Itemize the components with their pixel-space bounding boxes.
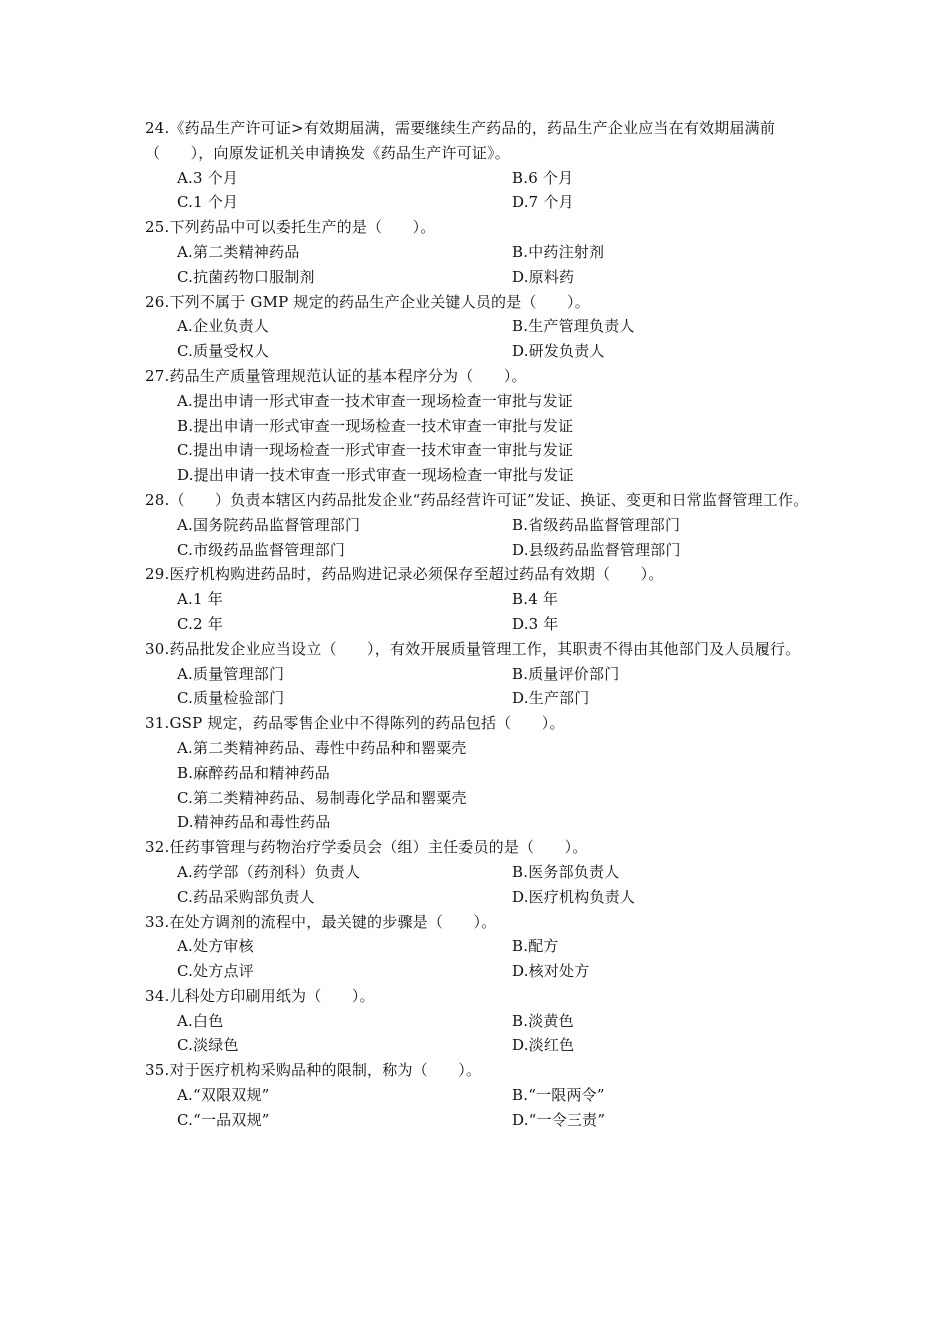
question-text: 30.药品批发企业应当设立（ ），有效开展质量管理工作，其职责不得由其他部门及人员履行。 (145, 639, 801, 658)
option-item: C.第二类精神药品、易制毒化学品和罂粟壳 (177, 788, 467, 807)
options-group (145, 166, 815, 216)
option-item: D.核对处方 (512, 962, 590, 981)
option-item: C.处方点评 (177, 962, 254, 981)
options-group (145, 1009, 815, 1059)
question-block (145, 835, 815, 909)
option-item: A.第二类精神药品 (177, 242, 300, 261)
question-block (145, 984, 815, 1058)
option-item: A.白色 (177, 1011, 224, 1030)
question-block (145, 562, 815, 636)
options-group (145, 314, 815, 364)
option-item: C.质量受权人 (177, 342, 270, 361)
option-item: D.7 个月 (512, 193, 574, 212)
option-item: B.质量评价部门 (512, 664, 620, 683)
question-text: 25.下列药品中可以委托生产的是（ ）。 (145, 218, 436, 237)
options-group (145, 1083, 815, 1133)
option-item: A.提出申请一形式审查一技术审查一现场检查一审批与发证 (177, 391, 574, 410)
option-item: B.中药注射剂 (512, 242, 605, 261)
question-text: 27.药品生产质量管理规范认证的基本程序分为（ ）。 (145, 366, 527, 385)
option-item: D.提出申请一技术审查一形式审查一现场检查一审批与发证 (177, 466, 574, 485)
option-item: D.生产部门 (512, 689, 590, 708)
option-item: C.淡绿色 (177, 1036, 239, 1055)
option-item: A.药学部（药剂科）负责人 (177, 862, 361, 881)
option-item: A.3 个月 (177, 168, 239, 187)
question-block (145, 910, 815, 984)
question-block (145, 1058, 815, 1132)
option-item: B.4 年 (512, 590, 559, 609)
option-item: A.质量管理部门 (177, 664, 285, 683)
question-text: 34.儿科处方印刷用纸为（ ）。 (145, 986, 375, 1005)
question-block (145, 215, 815, 289)
option-item: A.国务院药品监督管理部门 (177, 515, 361, 534)
option-item: B.配方 (512, 937, 559, 956)
option-item: B.麻醉药品和精神药品 (177, 763, 330, 782)
option-item: C.质量检验部门 (177, 689, 285, 708)
option-item: B.生产管理负责人 (512, 317, 635, 336)
option-item: A.处方审核 (177, 937, 254, 956)
question-block (145, 290, 815, 364)
options-group (145, 860, 815, 910)
options-group (145, 662, 815, 712)
option-item: C.1 个月 (177, 193, 239, 212)
option-item: C.市级药品监督管理部门 (177, 540, 346, 559)
options-group (145, 513, 815, 563)
option-item: A.第二类精神药品、毒性中药品种和罂粟壳 (177, 738, 467, 757)
option-item: B.淡黄色 (512, 1011, 574, 1030)
question-text: 35.对于医疗机构采购品种的限制，称为（ ）。 (145, 1061, 482, 1080)
option-item: B.医务部负责人 (512, 862, 620, 881)
question-text: 33.在处方调剂的流程中，最关键的步骤是（ ）。 (145, 912, 497, 931)
option-item: C.提出申请一现场检查一形式审查一技术审查一审批与发证 (177, 441, 574, 460)
question-block (145, 637, 815, 711)
options-group (145, 240, 815, 290)
option-item: A.“双限双规” (177, 1086, 270, 1105)
option-item: C.2 年 (177, 614, 224, 633)
option-item: D.“一令三责” (512, 1110, 606, 1129)
question-text: 32.任药事管理与药物治疗学委员会（组）主任委员的是（ ）。 (145, 838, 588, 857)
option-item: D.县级药品监督管理部门 (512, 540, 681, 559)
option-item: D.精神药品和毒性药品 (177, 813, 331, 832)
option-item: B.提出申请一形式审查一现场检查一技术审查一审批与发证 (177, 416, 574, 435)
question-list (145, 116, 815, 1133)
options-group (145, 736, 815, 835)
question-text: 24.《药品生产许可证>有效期届满，需要继续生产药品的，药品生产企业应当在有效期届满前（ ），向原发证机关申请换发《药品生产许可证》。 (145, 119, 776, 162)
option-item: A.1 年 (177, 590, 223, 609)
option-item: D.淡红色 (512, 1036, 575, 1055)
question-text: 28.（ ）负责本辖区内药品批发企业“药品经营许可证”发证、换证、变更和日常监督管理工作。 (145, 490, 809, 509)
option-item: D.原料药 (512, 267, 575, 286)
question-text: 31.GSP 规定，药品零售企业中不得陈列的药品包括（ ）。 (145, 714, 565, 733)
question-block (145, 116, 815, 215)
options-group (145, 389, 815, 488)
option-item: D.研发负责人 (512, 342, 605, 361)
options-group (145, 934, 815, 984)
question-block (145, 488, 815, 562)
option-item: B.省级药品监督管理部门 (512, 515, 681, 534)
question-block (145, 364, 815, 488)
options-group (145, 587, 815, 637)
option-item: B.“一限两令” (512, 1086, 605, 1105)
option-item: B.6 个月 (512, 168, 574, 187)
question-block (145, 711, 815, 835)
question-text: 26.下列不属于 GMP 规定的药品生产企业关键人员的是（ ）。 (145, 292, 590, 311)
option-item: C.“一品双规” (177, 1110, 270, 1129)
option-item: A.企业负责人 (177, 317, 270, 336)
option-item: C.药品采购部负责人 (177, 887, 315, 906)
option-item: C.抗菌药物口服制剂 (177, 267, 315, 286)
question-text: 29.医疗机构购进药品时，药品购进记录必须保存至超过药品有效期（ ）。 (145, 565, 664, 584)
option-item: D.3 年 (512, 614, 559, 633)
option-item: D.医疗机构负责人 (512, 887, 636, 906)
